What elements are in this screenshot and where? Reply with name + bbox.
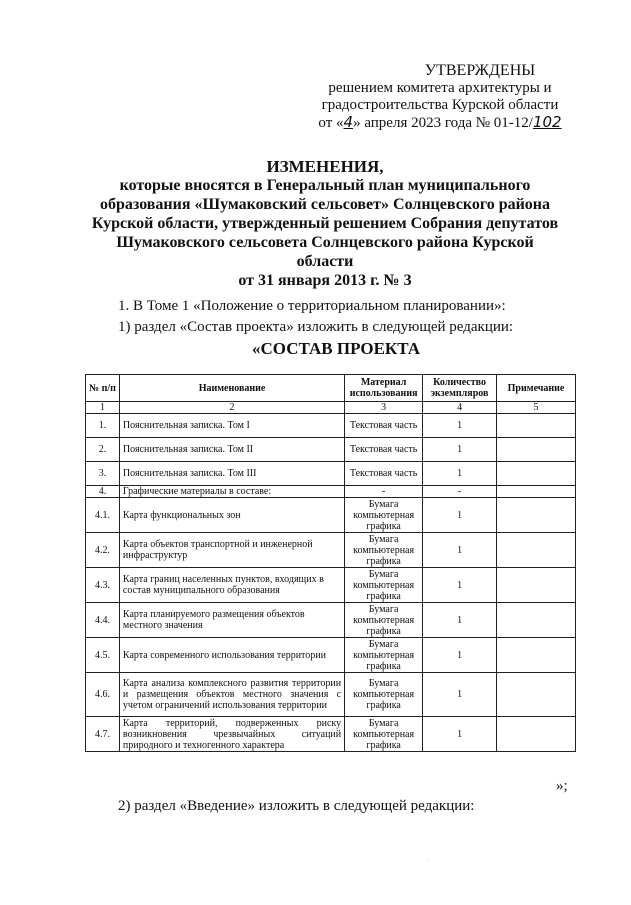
row-note [497, 486, 576, 498]
row-material: Бумага компьютерная графика [345, 673, 423, 717]
paragraph-3: 2) раздел «Введение» изложить в следующей редакции: [118, 798, 475, 814]
row-material: Бумага компьютерная графика [345, 603, 423, 638]
title-line-4: Шумаковского сельсовета Солнцевского района Курской области [116, 234, 534, 270]
handwritten-number: 102 [532, 113, 562, 131]
row-num: 4.2. [86, 533, 120, 568]
header-count: Количество экземпляров [423, 375, 497, 402]
date-prefix: от « [318, 115, 344, 131]
row-name: Графические материалы в составе: [119, 486, 344, 498]
header-material: Материал использования [345, 375, 423, 402]
row-count: - [423, 486, 497, 498]
table-row [86, 673, 576, 717]
table-row [86, 603, 576, 638]
col-number: 5 [497, 402, 576, 414]
row-count: 1 [423, 717, 497, 752]
row-material: Бумага компьютерная графика [345, 568, 423, 603]
row-material: Текстовая часть [345, 414, 423, 438]
row-name: Пояснительная записка. Том III [119, 462, 344, 486]
header-name: Наименование [119, 375, 344, 402]
approval-header: УТВЕРЖДЕНЫ [424, 62, 536, 79]
row-note [497, 533, 576, 568]
row-note [497, 673, 576, 717]
row-material: - [345, 486, 423, 498]
table-row [86, 717, 576, 752]
row-count: 1 [423, 673, 497, 717]
title-line-5: от 31 января 2013 г. № 3 [238, 272, 412, 289]
row-num: 4.7. [86, 717, 120, 752]
paragraph-2: 1) раздел «Состав проекта» изложить в следующей редакции: [118, 319, 514, 335]
row-num: 4.3. [86, 568, 120, 603]
title-line-3: Курской области, утвержденный решением Собрания депутатов [91, 215, 559, 232]
table-row [86, 462, 576, 486]
row-note [497, 498, 576, 533]
row-note [497, 717, 576, 752]
section-subtitle: «СОСТАВ ПРОЕКТА [252, 339, 421, 358]
row-note [497, 462, 576, 486]
row-name: Карта объектов транспортной и инженерной инфраструктур [119, 533, 344, 568]
col-number: 2 [119, 402, 344, 414]
column-number-row [86, 402, 576, 414]
paragraph-1: 1. В Томе 1 «Положение о территориальном планировании»: [118, 298, 506, 314]
document-title [90, 157, 560, 290]
row-note [497, 603, 576, 638]
row-note [497, 568, 576, 603]
row-material: Бумага компьютерная графика [345, 498, 423, 533]
scan-speck: . [428, 856, 430, 862]
row-name: Карта анализа комплексного развития территории и размещения объектов местного значения с учетом ограничений использования территории [119, 673, 344, 717]
table-row [86, 498, 576, 533]
row-num: 4.6. [86, 673, 120, 717]
table-row [86, 638, 576, 673]
row-num: 4.1. [86, 498, 120, 533]
row-num: 2. [86, 438, 120, 462]
row-name: Карта современного использования территории [119, 638, 344, 673]
col-number: 1 [86, 402, 120, 414]
row-count: 1 [423, 568, 497, 603]
title-heading: ИЗМЕНЕНИЯ, [266, 157, 384, 176]
row-num: 4. [86, 486, 120, 498]
table-row [86, 414, 576, 438]
row-note [497, 438, 576, 462]
table-header-row [86, 375, 576, 402]
row-name: Пояснительная записка. Том II [119, 438, 344, 462]
table-row [86, 568, 576, 603]
project-composition-table [85, 374, 576, 752]
date-middle: » апреля 2023 года № 01-12/ [353, 115, 533, 131]
row-material: Бумага компьютерная графика [345, 717, 423, 752]
header-note: Примечание [497, 375, 576, 402]
row-name: Карта границ населенных пунктов, входящих в состав муниципального образования [119, 568, 344, 603]
row-material: Бумага компьютерная графика [345, 638, 423, 673]
row-note [497, 638, 576, 673]
handwritten-day: 4 [343, 113, 354, 131]
row-material: Текстовая часть [345, 438, 423, 462]
table-row [86, 533, 576, 568]
row-name: Карта планируемого размещения объектов местного значения [119, 603, 344, 638]
row-count: 1 [423, 414, 497, 438]
row-count: 1 [423, 638, 497, 673]
row-material: Бумага компьютерная графика [345, 533, 423, 568]
row-count: 1 [423, 498, 497, 533]
row-num: 1. [86, 414, 120, 438]
row-count: 1 [423, 462, 497, 486]
row-num: 4.4. [86, 603, 120, 638]
row-name: Карта территорий, подверженных риску возникновения чрезвычайных ситуаций природного и техногенного характера [119, 717, 344, 752]
row-name: Карта функциональных зон [119, 498, 344, 533]
row-count: 1 [423, 533, 497, 568]
closing-quote: »; [556, 778, 568, 794]
row-name: Пояснительная записка. Том I [119, 414, 344, 438]
row-num: 4.5. [86, 638, 120, 673]
header-num: № п/п [86, 375, 120, 402]
table-row [86, 438, 576, 462]
row-count: 1 [423, 603, 497, 638]
approval-line-2: градостроительства Курской области [321, 97, 559, 113]
table-row [86, 486, 576, 498]
row-note [497, 414, 576, 438]
col-number: 4 [423, 402, 497, 414]
title-line-1: которые вносятся в Генеральный план муниципального [119, 177, 531, 194]
approval-line-1: решением комитета архитектуры и [328, 80, 552, 96]
approval-date [290, 114, 590, 132]
title-line-2: образования «Шумаковский сельсовет» Солнцевского района [99, 196, 551, 213]
row-material: Текстовая часть [345, 462, 423, 486]
row-count: 1 [423, 438, 497, 462]
approval-stamp [290, 62, 590, 132]
row-num: 3. [86, 462, 120, 486]
col-number: 3 [345, 402, 423, 414]
